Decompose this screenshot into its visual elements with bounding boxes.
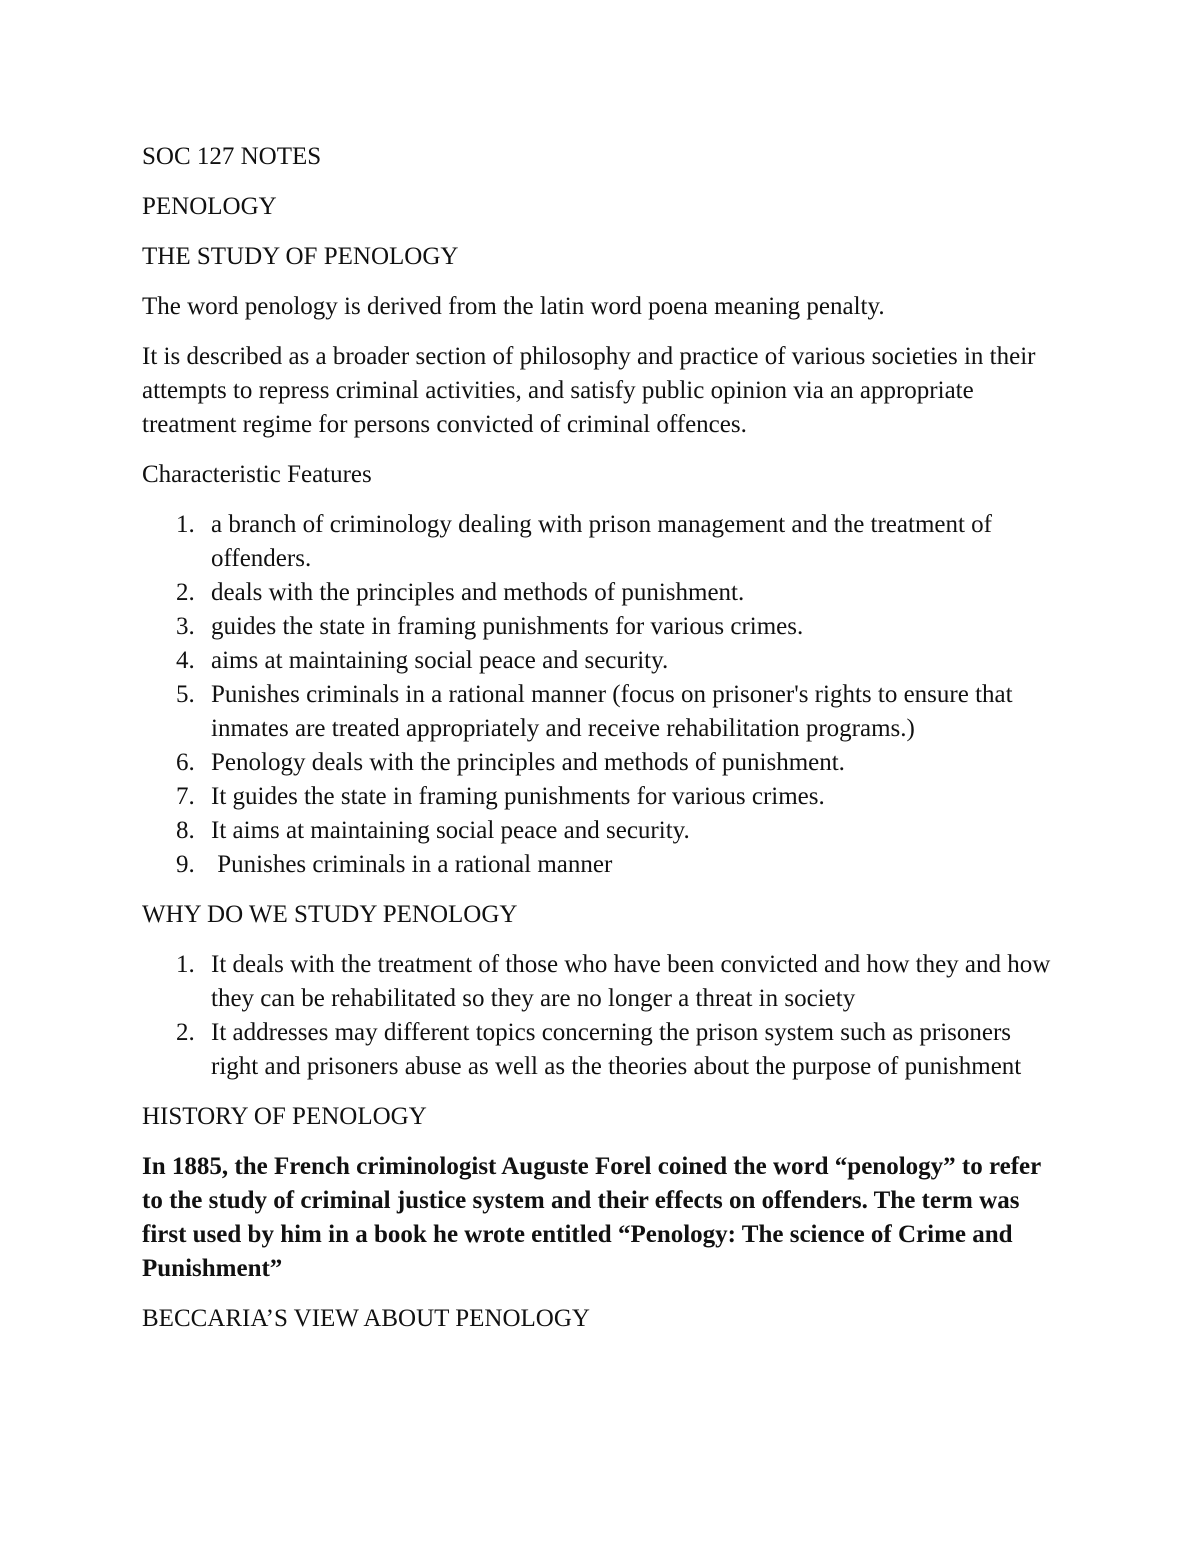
list-item-text: deals with the principles and methods of punishment.	[211, 579, 745, 606]
list-number: 7.	[176, 783, 195, 810]
list-item	[142, 814, 1062, 848]
description-paragraph: It is described as a broader section of philosophy and practice of various societies in their attempts to repress criminal activities, and satisfy public opinion via an appropriate treatment regime for persons convicted of criminal offences.	[142, 343, 1036, 438]
list-item-text: Punishes criminals in a rational manner	[211, 851, 613, 878]
list-item	[142, 576, 1062, 610]
list-number: 6.	[176, 749, 195, 776]
list-item	[142, 848, 1062, 882]
list-item-text: It guides the state in framing punishments for various crimes.	[211, 783, 825, 810]
why-heading: WHY DO WE STUDY PENOLOGY	[142, 901, 518, 928]
list-number: 5.	[176, 681, 195, 708]
list-number: 8.	[176, 817, 195, 844]
list-item	[142, 610, 1062, 644]
list-item	[142, 644, 1062, 678]
list-item-text: It deals with the treatment of those who have been convicted and how they and how they can be rehabilitated so they are no longer a threat in society	[211, 951, 1051, 1012]
list-number: 1.	[176, 951, 195, 978]
list-item	[142, 948, 1062, 1016]
study-heading: THE STUDY OF PENOLOGY	[142, 243, 459, 270]
document-body	[142, 140, 1062, 1352]
list-number: 2.	[176, 579, 195, 606]
list-number: 2.	[176, 1019, 195, 1046]
definition-paragraph: The word penology is derived from the latin word poena meaning penalty.	[142, 293, 885, 320]
list-number: 1.	[176, 511, 195, 538]
course-title: SOC 127 NOTES	[142, 143, 322, 170]
list-item-text: It addresses may different topics concerning the prison system such as prisoners right and prisoners abuse as well as the theories about the purpose of punishment	[211, 1019, 1022, 1080]
list-number: 3.	[176, 613, 195, 640]
list-item	[142, 678, 1062, 746]
list-number: 4.	[176, 647, 195, 674]
list-item	[142, 780, 1062, 814]
list-item-text: aims at maintaining social peace and security.	[211, 647, 669, 674]
history-heading: HISTORY OF PENOLOGY	[142, 1103, 427, 1130]
list-number: 9.	[176, 851, 195, 878]
beccaria-heading: BECCARIA’S VIEW ABOUT PENOLOGY	[142, 1305, 590, 1332]
list-item-text: a branch of criminology dealing with prison management and the treatment of offenders.	[211, 511, 993, 572]
list-item	[142, 1016, 1062, 1084]
list-item-text: Penology deals with the principles and methods of punishment.	[211, 749, 845, 776]
list-item-text: guides the state in framing punishments for various crimes.	[211, 613, 804, 640]
subject-heading: PENOLOGY	[142, 193, 277, 220]
list-item	[142, 746, 1062, 780]
list-item	[142, 508, 1062, 576]
features-heading: Characteristic Features	[142, 461, 372, 488]
why-list	[142, 948, 1062, 1084]
features-list	[142, 508, 1062, 882]
list-item-text: Punishes criminals in a rational manner (focus on prisoner's rights to ensure that inmates are treated appropriately and receive rehabilitation programs.)	[211, 681, 1013, 742]
history-paragraph: In 1885, the French criminologist Auguste Forel coined the word “penology” to refer to the study of criminal justice system and their effects on offenders. The term was first used by him in a book he wrote entitled “Penology: The science of Crime and Punishment”	[142, 1153, 1041, 1282]
list-item-text: It aims at maintaining social peace and security.	[211, 817, 690, 844]
